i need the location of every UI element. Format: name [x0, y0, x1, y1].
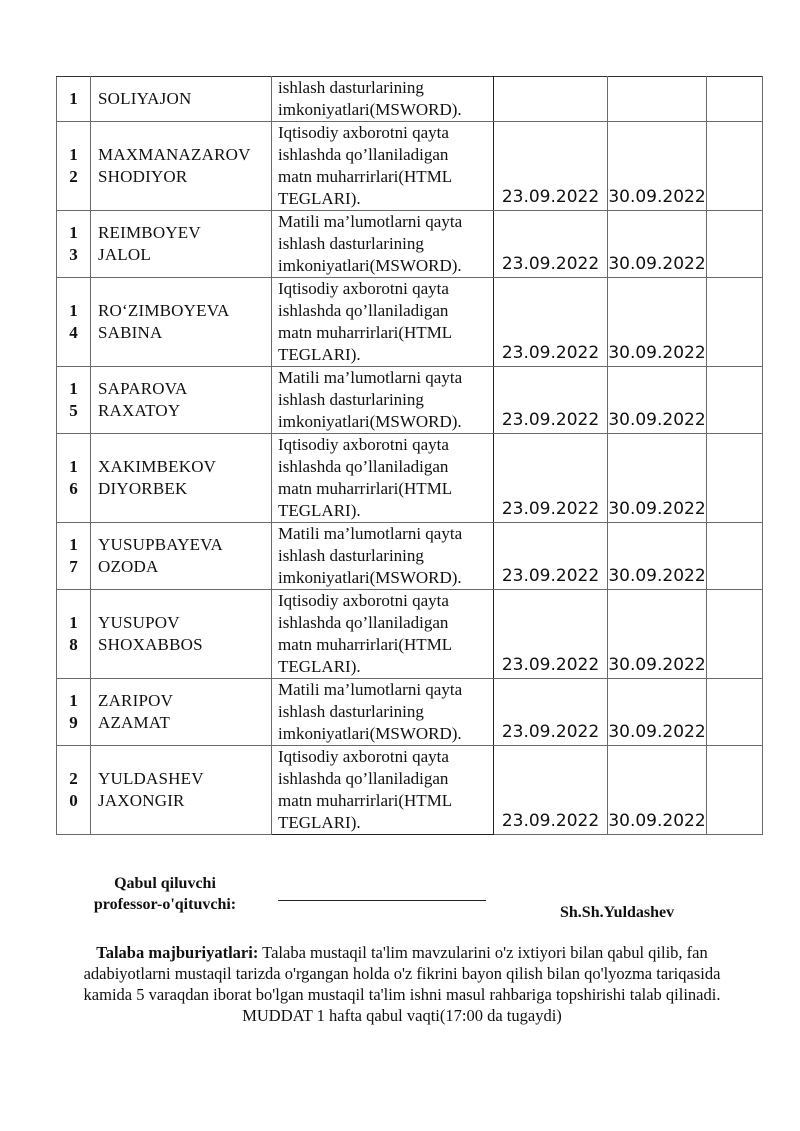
- start-date-cell: 23.09.2022: [494, 679, 608, 746]
- due-date-cell: [608, 77, 707, 122]
- row-number-digit: 2: [69, 769, 78, 788]
- duties-heading: Talaba majburiyatlari:: [96, 943, 259, 962]
- student-name-line: MAXMANAZAROV: [98, 145, 251, 164]
- table-row: [57, 77, 763, 122]
- student-name-line: XAKIMBEKOV: [98, 457, 217, 476]
- due-date-cell: 30.09.2022: [608, 523, 707, 590]
- signature-cell: [707, 434, 763, 523]
- start-date-cell: 23.09.2022: [494, 278, 608, 367]
- topic-line: ishlash dasturlarining: [278, 234, 424, 253]
- table-row: [57, 746, 763, 835]
- start-date-cell: 23.09.2022: [494, 211, 608, 278]
- signature-cell: [707, 211, 763, 278]
- topic-line: ishlash dasturlarining: [278, 78, 424, 97]
- table-row: [57, 434, 763, 523]
- topic-line: ishlashda qo’llaniladigan: [278, 301, 449, 320]
- row-number-digit: 1: [69, 457, 78, 476]
- topic-line: Iqtisodiy axborotni qayta: [278, 279, 449, 298]
- signature-cell: [707, 278, 763, 367]
- topic-line: imkoniyatlari(MSWORD).: [278, 100, 462, 119]
- topic-line: Matili ma’lumotlarni qayta: [278, 212, 463, 231]
- student-name-line: RO‘ZIMBOYEVA: [98, 301, 230, 320]
- row-number-cell: [57, 434, 91, 523]
- signature-cell: [707, 590, 763, 679]
- student-name-line: YULDASHEV: [98, 769, 204, 788]
- row-number-cell: [57, 278, 91, 367]
- topic-line: TEGLARI).: [278, 501, 361, 520]
- topic-line: ishlash dasturlarining: [278, 390, 424, 409]
- row-number-cell: [57, 679, 91, 746]
- student-name-cell: [91, 434, 272, 523]
- signature-cell: [707, 77, 763, 122]
- topic-line: Iqtisodiy axborotni qayta: [278, 591, 449, 610]
- table-row: [57, 122, 763, 211]
- row-number-digit: 8: [69, 635, 78, 654]
- student-name-cell: [91, 211, 272, 278]
- signature-line: [278, 900, 486, 901]
- topic-line: Matili ma’lumotlarni qayta: [278, 680, 463, 699]
- row-number-digit: 6: [69, 479, 78, 498]
- row-number-digit: 4: [69, 323, 78, 342]
- topic-line: TEGLARI).: [278, 813, 361, 832]
- topic-line: ishlashda qo’llaniladigan: [278, 457, 449, 476]
- topic-line: matn muharrirlari(HTML: [278, 323, 453, 342]
- topic-line: TEGLARI).: [278, 657, 361, 676]
- signature-cell: [707, 122, 763, 211]
- topic-line: TEGLARI).: [278, 345, 361, 364]
- due-date-cell: 30.09.2022: [608, 590, 707, 679]
- student-name-line: SABINA: [98, 323, 163, 342]
- row-number-digit: 1: [69, 691, 78, 710]
- topic-line: Iqtisodiy axborotni qayta: [278, 747, 449, 766]
- row-number-cell: [57, 77, 91, 122]
- due-date-cell: 30.09.2022: [608, 746, 707, 835]
- table-row: [57, 679, 763, 746]
- assignment-table: [56, 76, 763, 835]
- row-number-digit: 1: [69, 535, 78, 554]
- start-date-cell: 23.09.2022: [494, 367, 608, 434]
- topic-cell: [272, 523, 494, 590]
- due-date-cell: 30.09.2022: [608, 211, 707, 278]
- due-date-cell: 30.09.2022: [608, 122, 707, 211]
- topic-line: TEGLARI).: [278, 189, 361, 208]
- row-number-digit: 1: [69, 379, 78, 398]
- student-name-line: JALOL: [98, 245, 151, 264]
- topic-line: ishlashda qo’llaniladigan: [278, 769, 449, 788]
- topic-line: ishlashda qo’llaniladigan: [278, 145, 449, 164]
- student-name-cell: [91, 122, 272, 211]
- topic-line: matn muharrirlari(HTML: [278, 479, 453, 498]
- topic-line: Iqtisodiy axborotni qayta: [278, 123, 449, 142]
- table-row: [57, 523, 763, 590]
- topic-cell: [272, 590, 494, 679]
- topic-cell: [272, 746, 494, 835]
- student-name-cell: [91, 679, 272, 746]
- row-number-cell: [57, 523, 91, 590]
- topic-line: ishlash dasturlarining: [278, 702, 424, 721]
- professor-name: Sh.Sh.Yuldashev: [560, 904, 675, 921]
- row-number-digit: 1: [69, 89, 78, 108]
- row-number-digit: 9: [69, 713, 78, 732]
- topic-cell: [272, 367, 494, 434]
- table-row: [57, 278, 763, 367]
- row-number-digit: 1: [69, 223, 78, 242]
- student-name-line: SAPAROVA: [98, 379, 188, 398]
- receiver-label-line2: professor-o'qituvchi:: [93, 896, 237, 913]
- row-number-digit: 2: [69, 167, 78, 186]
- topic-line: ishlashda qo’llaniladigan: [278, 613, 449, 632]
- topic-line: imkoniyatlari(MSWORD).: [278, 568, 462, 587]
- row-number-cell: [57, 590, 91, 679]
- student-duties-paragraph: [62, 942, 742, 1026]
- student-name-cell: [91, 746, 272, 835]
- due-date-cell: 30.09.2022: [608, 367, 707, 434]
- topic-line: Matili ma’lumotlarni qayta: [278, 524, 463, 543]
- topic-line: matn muharrirlari(HTML: [278, 167, 453, 186]
- student-name-line: SHOXABBOS: [98, 635, 203, 654]
- topic-line: Matili ma’lumotlarni qayta: [278, 368, 463, 387]
- student-name-cell: [91, 367, 272, 434]
- table-row: [57, 211, 763, 278]
- signature-cell: [707, 367, 763, 434]
- due-date-cell: 30.09.2022: [608, 434, 707, 523]
- student-name-line: ZARIPOV: [98, 691, 174, 710]
- topic-line: Iqtisodiy axborotni qayta: [278, 435, 449, 454]
- student-name-cell: [91, 77, 272, 122]
- signature-cell: [707, 679, 763, 746]
- row-number-cell: [57, 122, 91, 211]
- topic-line: matn muharrirlari(HTML: [278, 635, 453, 654]
- student-name-line: YUSUPOV: [98, 613, 180, 632]
- row-number-digit: 1: [69, 613, 78, 632]
- student-name-line: REIMBOYEV: [98, 223, 201, 242]
- signature-cell: [707, 523, 763, 590]
- student-name-line: SOLIYAJON: [98, 89, 192, 108]
- topic-line: imkoniyatlari(MSWORD).: [278, 724, 462, 743]
- topic-cell: [272, 278, 494, 367]
- student-name-cell: [91, 278, 272, 367]
- student-name-line: JAXONGIR: [98, 791, 185, 810]
- duties-text: Talaba mustaqil ta'lim mavzularini o'z ixtiyori bilan qabul qilib, fan adabiyotlarni mustaqil tarizda o'rgangan holda o'z fikrini bayon qilish bilan qo'lyozma tariqasida kamida 5 varaqdan iborat bo'lgan mustaqil ta'lim ishni masul rahbariga topshirishi talab qilinadi. MUDDAT 1 hafta qabul vaqti(17:00 da tugaydi): [83, 943, 721, 1025]
- start-date-cell: 23.09.2022: [494, 523, 608, 590]
- row-number-digit: 3: [69, 245, 78, 264]
- row-number-cell: [57, 367, 91, 434]
- topic-cell: [272, 434, 494, 523]
- receiver-label: [70, 873, 260, 915]
- student-name-line: YUSUPBAYEVA: [98, 535, 224, 554]
- start-date-cell: [494, 77, 608, 122]
- row-number-digit: 1: [69, 145, 78, 164]
- receiver-label-line1: Qabul qiluvchi: [114, 875, 216, 892]
- row-number-digit: 5: [69, 401, 78, 420]
- start-date-cell: 23.09.2022: [494, 746, 608, 835]
- student-name-line: SHODIYOR: [98, 167, 188, 186]
- topic-cell: [272, 77, 494, 122]
- table-row: [57, 590, 763, 679]
- student-name-line: OZODA: [98, 557, 159, 576]
- table-row: [57, 367, 763, 434]
- student-name-line: DIYORBEK: [98, 479, 188, 498]
- due-date-cell: 30.09.2022: [608, 278, 707, 367]
- topic-line: imkoniyatlari(MSWORD).: [278, 256, 462, 275]
- topic-line: matn muharrirlari(HTML: [278, 791, 453, 810]
- start-date-cell: 23.09.2022: [494, 122, 608, 211]
- due-date-cell: 30.09.2022: [608, 679, 707, 746]
- topic-line: ishlash dasturlarining: [278, 546, 424, 565]
- topic-line: imkoniyatlari(MSWORD).: [278, 412, 462, 431]
- topic-cell: [272, 211, 494, 278]
- row-number-cell: [57, 211, 91, 278]
- row-number-digit: 7: [69, 557, 78, 576]
- student-name-cell: [91, 523, 272, 590]
- row-number-cell: [57, 746, 91, 835]
- row-number-digit: 1: [69, 301, 78, 320]
- start-date-cell: 23.09.2022: [494, 590, 608, 679]
- start-date-cell: 23.09.2022: [494, 434, 608, 523]
- row-number-digit: 0: [69, 791, 78, 810]
- signature-cell: [707, 746, 763, 835]
- student-name-line: RAXATOY: [98, 401, 181, 420]
- student-name-cell: [91, 590, 272, 679]
- topic-cell: [272, 122, 494, 211]
- student-name-line: AZAMAT: [98, 713, 171, 732]
- topic-cell: [272, 679, 494, 746]
